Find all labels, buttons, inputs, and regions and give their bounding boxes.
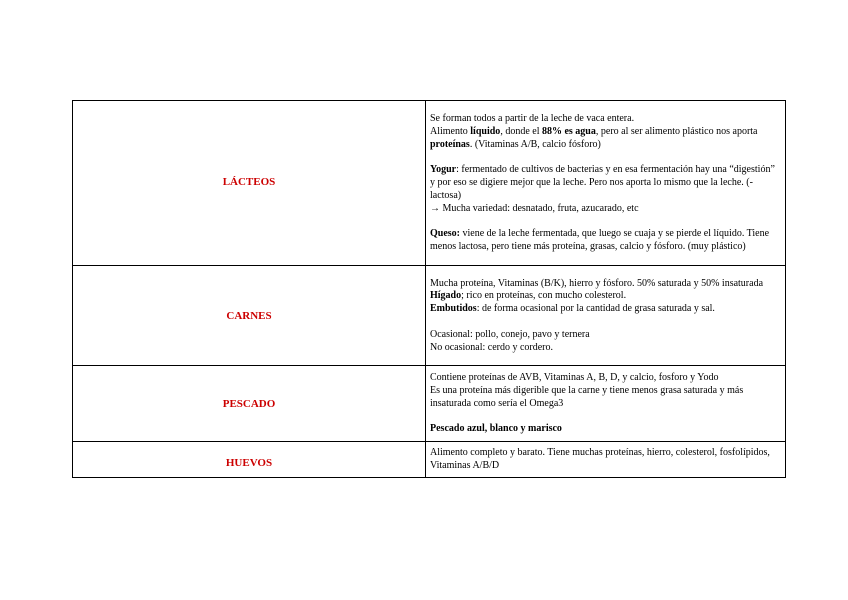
spacer	[430, 152, 781, 165]
text-run: Alimento	[430, 125, 471, 137]
paragraph: Contiene proteínas de AVB, Vitaminas A, B, D, y calcio, fosforo y Yodo	[430, 372, 719, 383]
table-row-huevos	[73, 442, 786, 478]
bold-text: proteínas	[430, 138, 470, 150]
bold-text: Hígado	[430, 290, 462, 302]
paragraph: Ocasional: pollo, conejo, pavo y ternera	[430, 328, 590, 340]
paragraph: Es una proteína más digerible que la carne y tiene menos grasa saturada y más insaturada como sería el Omega3	[430, 384, 744, 409]
paragraph	[430, 303, 781, 316]
text-run: ; rico en proteínas, con mucho colesterol.	[461, 290, 627, 302]
text-run: . (Vitaminas A/B, calcio fósforo)	[469, 138, 601, 150]
text-run: : fermentado de cultivos de bacterias y en esa fermentación hay una “digestión” y por eso se digiere mejor que la leche. Pero nos aporta lo mismo que la leche. (- lactosa)	[430, 164, 775, 201]
text-run: , donde el	[500, 125, 542, 137]
spacer	[430, 316, 781, 329]
bold-text: líquido	[470, 125, 501, 137]
category-cell	[73, 266, 426, 366]
text-run: , pero al ser alimento plástico nos aporta	[595, 125, 758, 137]
paragraph: → Mucha variedad: desnatado, fruta, azucarado, etc	[430, 202, 639, 214]
paragraph	[430, 126, 781, 152]
category-label-lacteos: LÁCTEOS	[222, 176, 276, 188]
category-label-carnes: CARNES	[226, 309, 272, 322]
description-cell	[426, 442, 786, 478]
category-cell	[73, 366, 426, 442]
text-run: : de forma ocasional por la cantidad de grasa saturada y sal.	[476, 303, 715, 315]
bold-text: Pescado azul, blanco y marisco	[430, 423, 562, 435]
table-row-lacteos	[73, 101, 786, 266]
bold-text: 88% es agua	[541, 125, 596, 137]
table-row-pescado	[73, 366, 786, 442]
category-label-huevos: HUEVOS	[225, 456, 273, 469]
paragraph: Se forman todos a partir de la leche de vaca entera.	[430, 113, 635, 125]
table-row-carnes	[73, 266, 786, 366]
paragraph	[430, 423, 781, 436]
category-cell	[73, 101, 426, 266]
bold-text: Embutidos	[430, 303, 477, 315]
category-label-pescado: PESCADO	[222, 397, 276, 410]
text-run: viene de la leche fermentada, que luego se cuaja y se pierde el líquido. Tiene menos lactosa, pero tiene más proteína, grasas, calcio y fósforo. (muy plástico)	[430, 228, 770, 253]
paragraph	[430, 164, 781, 202]
description-cell	[426, 266, 786, 366]
spacer	[430, 215, 781, 228]
paragraph: Alimento completo y barato. Tiene muchas proteínas, hierro, colesterol, fosfolípidos, Vitaminas A/B/D	[430, 447, 770, 471]
paragraph: Mucha proteína, Vitaminas (B/K), hierro y fósforo. 50% saturada y 50% insaturada	[430, 277, 764, 289]
category-cell	[73, 442, 426, 478]
paragraph	[430, 290, 781, 303]
spacer	[430, 410, 781, 423]
paragraph: No ocasional: cerdo y cordero.	[430, 341, 554, 353]
paragraph	[430, 228, 781, 254]
food-groups-table	[72, 100, 786, 478]
description-cell	[426, 101, 786, 266]
description-cell	[426, 366, 786, 442]
bold-text: Yogur	[430, 164, 457, 176]
bold-text: Queso:	[430, 228, 460, 240]
